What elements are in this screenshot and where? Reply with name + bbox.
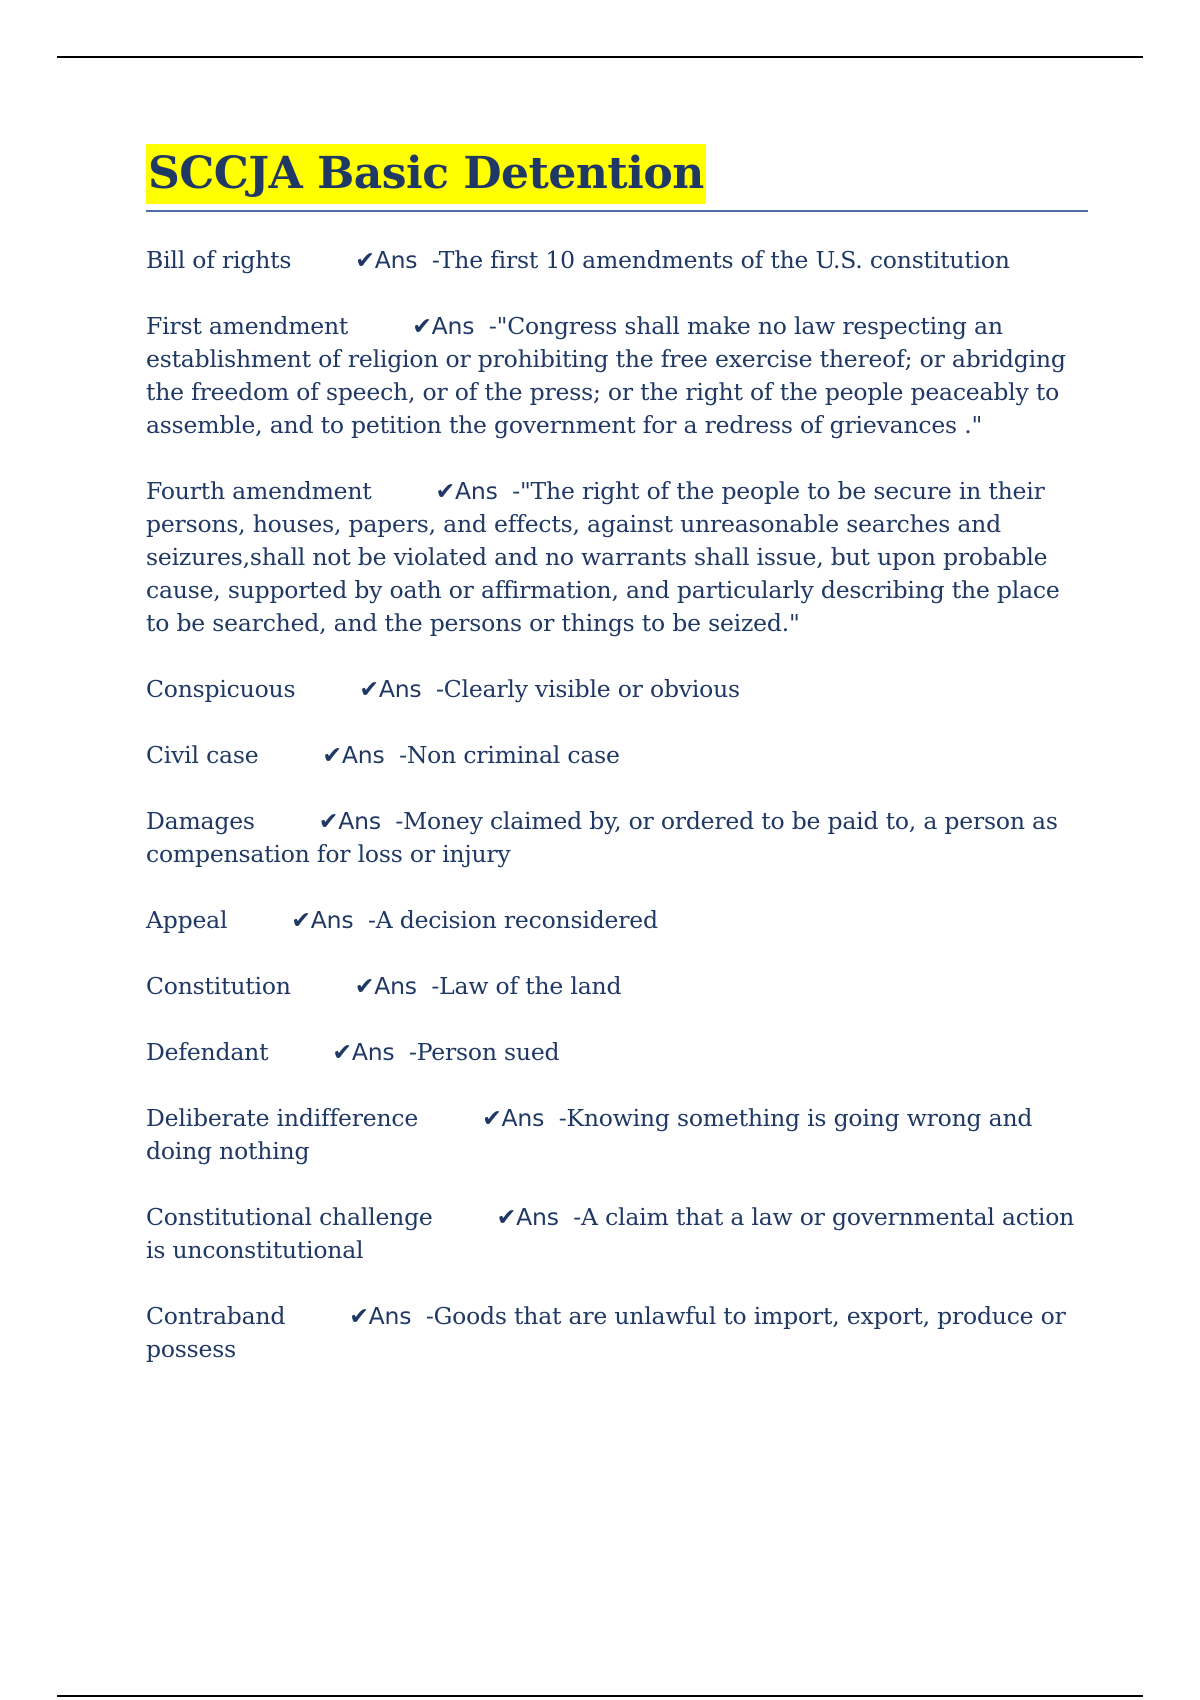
answer-marker: ✔Ans bbox=[349, 1302, 412, 1330]
answer-marker: ✔Ans bbox=[332, 1038, 395, 1066]
entry-definition: -The first 10 amendments of the U.S. constitution bbox=[431, 246, 1010, 274]
page-top-rule bbox=[57, 56, 1143, 58]
entry-term: Constitution bbox=[146, 972, 291, 1000]
entry-term: Bill of rights bbox=[146, 246, 292, 274]
qa-entry bbox=[146, 673, 1088, 706]
title-block bbox=[146, 144, 1088, 212]
answer-marker: ✔Ans bbox=[291, 906, 354, 934]
entry-term: Defendant bbox=[146, 1038, 269, 1066]
entry-definition: -Knowing something is going wrong and doing nothing bbox=[146, 1104, 1033, 1165]
answer-marker: ✔Ans bbox=[322, 741, 385, 769]
qa-entry bbox=[146, 805, 1088, 871]
document-title: SCCJA Basic Detention bbox=[146, 144, 706, 204]
qa-entry bbox=[146, 475, 1088, 640]
entry-term: Appeal bbox=[146, 906, 228, 934]
entry-term: Civil case bbox=[146, 741, 259, 769]
qa-entry bbox=[146, 970, 1088, 1003]
entry-definition: -Non criminal case bbox=[399, 741, 620, 769]
qa-entry bbox=[146, 1036, 1088, 1069]
answer-marker: ✔Ans bbox=[354, 972, 417, 1000]
entry-term: Contraband bbox=[146, 1302, 286, 1330]
entry-definition: -Goods that are unlawful to import, export, produce or possess bbox=[146, 1302, 1066, 1363]
answer-marker: ✔Ans bbox=[482, 1104, 545, 1132]
answer-marker: ✔Ans bbox=[318, 807, 381, 835]
entry-definition: -A decision reconsidered bbox=[367, 906, 658, 934]
answer-marker: ✔Ans bbox=[412, 312, 475, 340]
qa-entry bbox=[146, 1201, 1088, 1267]
qa-entry bbox=[146, 1102, 1088, 1168]
qa-entry bbox=[146, 310, 1088, 442]
qa-entry bbox=[146, 904, 1088, 937]
entry-definition: -"The right of the people to be secure in their persons, houses, papers, and effects, against unreasonable searches and seizures,shall not be violated and no warrants shall issue, but upon probable cause, supported by oath or affirmation, and particularly describing the place to be searched, and the persons or things to be seized." bbox=[146, 477, 1060, 637]
entry-term: Deliberate indifference bbox=[146, 1104, 419, 1132]
answer-marker: ✔Ans bbox=[355, 246, 418, 274]
page-bottom-rule bbox=[57, 1695, 1143, 1697]
answer-marker: ✔Ans bbox=[435, 477, 498, 505]
entry-term: Conspicuous bbox=[146, 675, 296, 703]
entry-definition: -Person sued bbox=[408, 1038, 560, 1066]
entry-term: First amendment bbox=[146, 312, 349, 340]
entry-definition: -"Congress shall make no law respecting an establishment of religion or prohibiting the free exercise thereof; or abridging the freedom of speech, or of the press; or the right of the people peaceably to assemble, and to petition the government for a redress of grievances ." bbox=[146, 312, 1066, 439]
entry-definition: -A claim that a law or governmental action is unconstitutional bbox=[146, 1203, 1075, 1264]
qa-entry bbox=[146, 739, 1088, 772]
entry-term: Fourth amendment bbox=[146, 477, 372, 505]
entry-term: Constitutional challenge bbox=[146, 1203, 433, 1231]
entry-definition: -Law of the land bbox=[431, 972, 622, 1000]
answer-marker: ✔Ans bbox=[359, 675, 422, 703]
entry-term: Damages bbox=[146, 807, 255, 835]
entry-definition: -Clearly visible or obvious bbox=[435, 675, 740, 703]
document-body bbox=[146, 144, 1088, 1399]
answer-marker: ✔Ans bbox=[496, 1203, 559, 1231]
entry-definition: -Money claimed by, or ordered to be paid to, a person as compensation for loss or injury bbox=[146, 807, 1058, 868]
qa-entry bbox=[146, 1300, 1088, 1366]
qa-entry bbox=[146, 244, 1088, 277]
